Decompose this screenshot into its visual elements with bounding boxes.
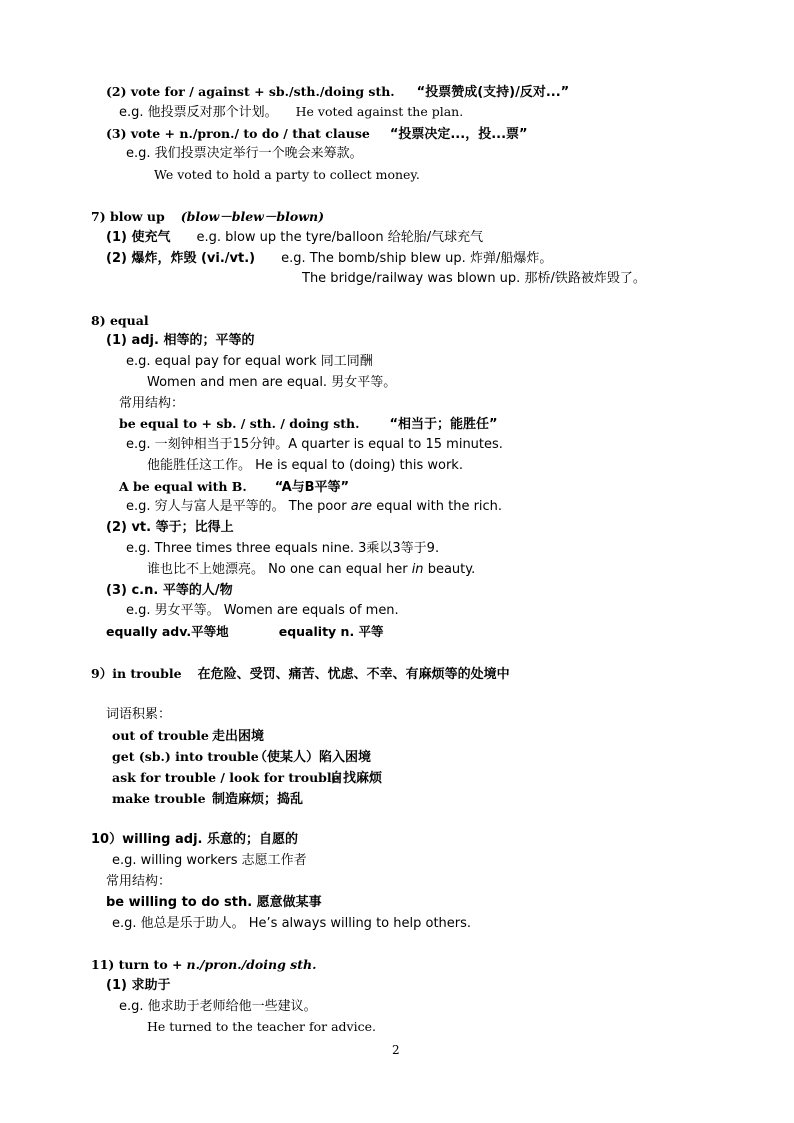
example: He turned to the teacher for advice.	[147, 1019, 376, 1034]
phrase-meaning: 自找麻烦	[329, 771, 382, 786]
example: Women and men are equal. 男女平等。	[147, 375, 397, 390]
entry-meaning: 在危险、受罚、痛苦、忧虑、不幸、有麻烦等的处境中	[197, 667, 510, 682]
example-cn: e.g. 他投票反对那个计划。	[119, 105, 278, 120]
example: equal with the rich.	[376, 499, 503, 514]
example: e.g. 他求助于老师给他一些建议。	[119, 999, 317, 1014]
meaning-heading: (2) 爆炸，炸毁 (vi./vt.)	[106, 251, 256, 266]
example: beauty.	[427, 562, 476, 577]
example: e.g. 他总是乐于助人。 He’s always willing to help others.	[112, 916, 472, 931]
meaning-heading: (1) adj. 相等的；平等的	[106, 333, 255, 348]
pattern-label: 常用结构：	[119, 396, 185, 411]
pattern-meaning: “相当于；能胜任”	[389, 417, 498, 432]
example-en: We voted to hold a party to collect money.	[154, 167, 420, 182]
example-emphasis: in	[411, 562, 424, 577]
example: e.g. The bomb/ship blew up. 炸弹/船爆炸。	[281, 251, 553, 266]
phrase: make trouble	[112, 791, 206, 806]
entry-heading: 8) equal	[91, 313, 149, 328]
pattern-meaning: “A与B平等”	[274, 480, 350, 495]
meaning-heading: (2) vt. 等于；比得上	[106, 520, 234, 535]
usage-meaning: “投票决定...，投...票”	[389, 127, 528, 142]
verb-forms: (blow－blew－blown)	[180, 209, 325, 224]
usage-meaning: “投票赞成(支持)/反对...”	[416, 85, 570, 100]
vocab-label: 词语积累：	[106, 707, 172, 722]
page-number: 2	[392, 1043, 400, 1057]
pattern: A be equal with B.	[119, 479, 247, 494]
meaning-heading: (3) c.n. 平等的人/物	[106, 583, 233, 598]
entry-heading: 10）willing adj. 乐意的；自愿的	[91, 832, 299, 847]
derived-word: equally adv.平等地	[106, 624, 229, 639]
pattern: be willing to do sth. 愿意做某事	[106, 895, 322, 910]
derived-word: equality n. 平等	[278, 624, 384, 639]
pattern-label: 常用结构：	[106, 874, 172, 889]
example: 谁也比不上她漂亮。 No one can equal her	[147, 562, 408, 577]
entry-heading: 9）in trouble	[91, 666, 182, 681]
example: e.g. equal pay for equal work 同工同酬	[126, 354, 373, 369]
entry-heading: 7) blow up	[91, 209, 165, 224]
entry-heading: 11) turn to +	[91, 957, 183, 972]
phrase-meaning: 制造麻烦；捣乱	[211, 792, 303, 807]
phrase-meaning: 走出困境	[211, 729, 264, 744]
example-en: He voted against the plan.	[295, 104, 464, 119]
example: e.g. willing workers 志愿工作者	[112, 853, 307, 868]
meaning-heading: (1) 求助于	[106, 978, 171, 993]
pattern: be equal to + sb. / sth. / doing sth.	[119, 416, 360, 431]
example: e.g. 一刻钟相当于15分钟。A quarter is equal to 15 minutes.	[126, 437, 503, 452]
example: 他能胜任这工作。 He is equal to (doing) this work.	[147, 458, 463, 473]
usage-heading: (2) vote for / against + sb./sth./doing sth.	[106, 84, 395, 99]
example: e.g. Three times three equals nine. 3乘以3等于9.	[126, 541, 440, 556]
example-cn: e.g. 我们投票决定举行一个晚会来筹款。	[126, 146, 363, 161]
example: e.g. blow up the tyre/balloon 给轮胎/气球充气	[196, 230, 484, 245]
entry-heading-italic: n./pron./doing sth.	[186, 957, 317, 972]
example: e.g. 穷人与富人是平等的。 The poor	[126, 499, 347, 514]
phrase: out of trouble	[112, 728, 209, 743]
example: e.g. 男女平等。 Women are equals of men.	[126, 603, 399, 618]
usage-heading: (3) vote + n./pron./ to do / that clause	[106, 126, 370, 141]
meaning-heading: (1) 使充气	[106, 230, 171, 245]
phrase-meaning: （使某人）陷入困境	[253, 750, 371, 765]
example: The bridge/railway was blown up. 那桥/铁路被炸毁了。	[302, 271, 646, 286]
phrase: ask for trouble / look for trouble	[112, 770, 340, 785]
phrase: get (sb.) into trouble	[112, 749, 259, 764]
example-emphasis: are	[350, 499, 373, 514]
